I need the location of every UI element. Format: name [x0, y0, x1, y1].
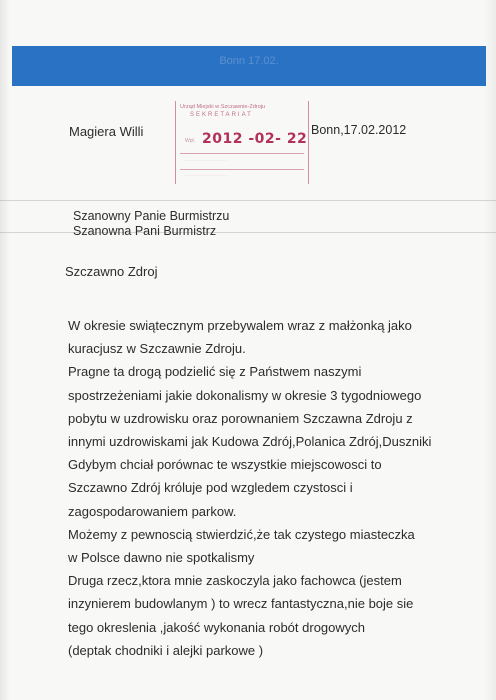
- body-line: zagospodarowaniem parkow.: [68, 503, 237, 519]
- received-stamp: [175, 101, 309, 184]
- stamp-department: SEKRETARIAT: [190, 112, 253, 118]
- stamp-date: 2012 -02- 22: [202, 131, 308, 147]
- recipient-place: Szczawno Zdroj: [65, 264, 158, 279]
- salutation: [73, 209, 229, 239]
- stamp-divider: [180, 153, 304, 154]
- body-line: Możemy z pewnoscią stwierdzić,że tak czystego miasteczka: [68, 526, 415, 542]
- letter-body: [68, 314, 488, 662]
- body-line: kuracjusz w Szczawnie Zdroju.: [68, 341, 246, 357]
- body-line: Druga rzecz,ktora mnie zaskoczyla jako fachowca (jestem: [68, 573, 402, 589]
- body-line: w Polsce dawno nie spotkalismy: [68, 550, 255, 566]
- fax-header-band: [12, 46, 486, 86]
- body-line: Pragne ta drogą podzielić się z Państwem naszymi: [68, 364, 362, 380]
- stamp-label-wp: Wpł.: [185, 138, 195, 144]
- salutation-line: Szanowny Panie Burmistrzu: [73, 209, 230, 223]
- body-line: Szczawno Zdrój króluje pod wzgledem czystosci i: [68, 480, 353, 496]
- body-line: tego okreslenia ,jakość wykonania robót drogowych: [68, 619, 366, 635]
- body-line: spostrzeżeniami jakie dokonalismy w okresie 3 tygodniowego: [68, 387, 422, 403]
- salutation-line: Szanowna Pani Burmistrz: [73, 224, 217, 238]
- body-line: innymi uzdrowiskami jak Kudowa Zdrój,Polanica Zdrój,Duszniki: [68, 434, 432, 450]
- scan-edge-left: [0, 0, 10, 700]
- body-line: pobytu w uzdrowisku oraz porownaniem Szczawna Zdroju z: [68, 410, 413, 426]
- stamp-faint-text: · · · · · · · · · · · · · · · ·: [184, 158, 227, 163]
- body-line: (deptak chodniki i alejki parkowe ): [68, 642, 264, 658]
- stamp-divider: [180, 169, 304, 170]
- fax-header-text: Bonn 17.02.: [219, 55, 279, 67]
- fold-line: [0, 200, 496, 201]
- body-line: W okresie swiątecznym przebywalem wraz z małżonką jako: [68, 318, 412, 333]
- stamp-office: Urząd Miejski w Szczawnie-Zdroju: [180, 104, 266, 110]
- stamp-faint-text: · · · · · · · · · · · · · · · ·: [184, 173, 227, 178]
- body-line: Gdybym chciał porównac te wszystkie miejscowosci to: [68, 457, 382, 473]
- sender-name: Magiera Willi: [69, 124, 144, 139]
- body-line: inzynierem budowlanym ) to wrecz fantastyczna,nie boje sie: [68, 596, 414, 612]
- place-date: Bonn,17.02.2012: [311, 123, 407, 137]
